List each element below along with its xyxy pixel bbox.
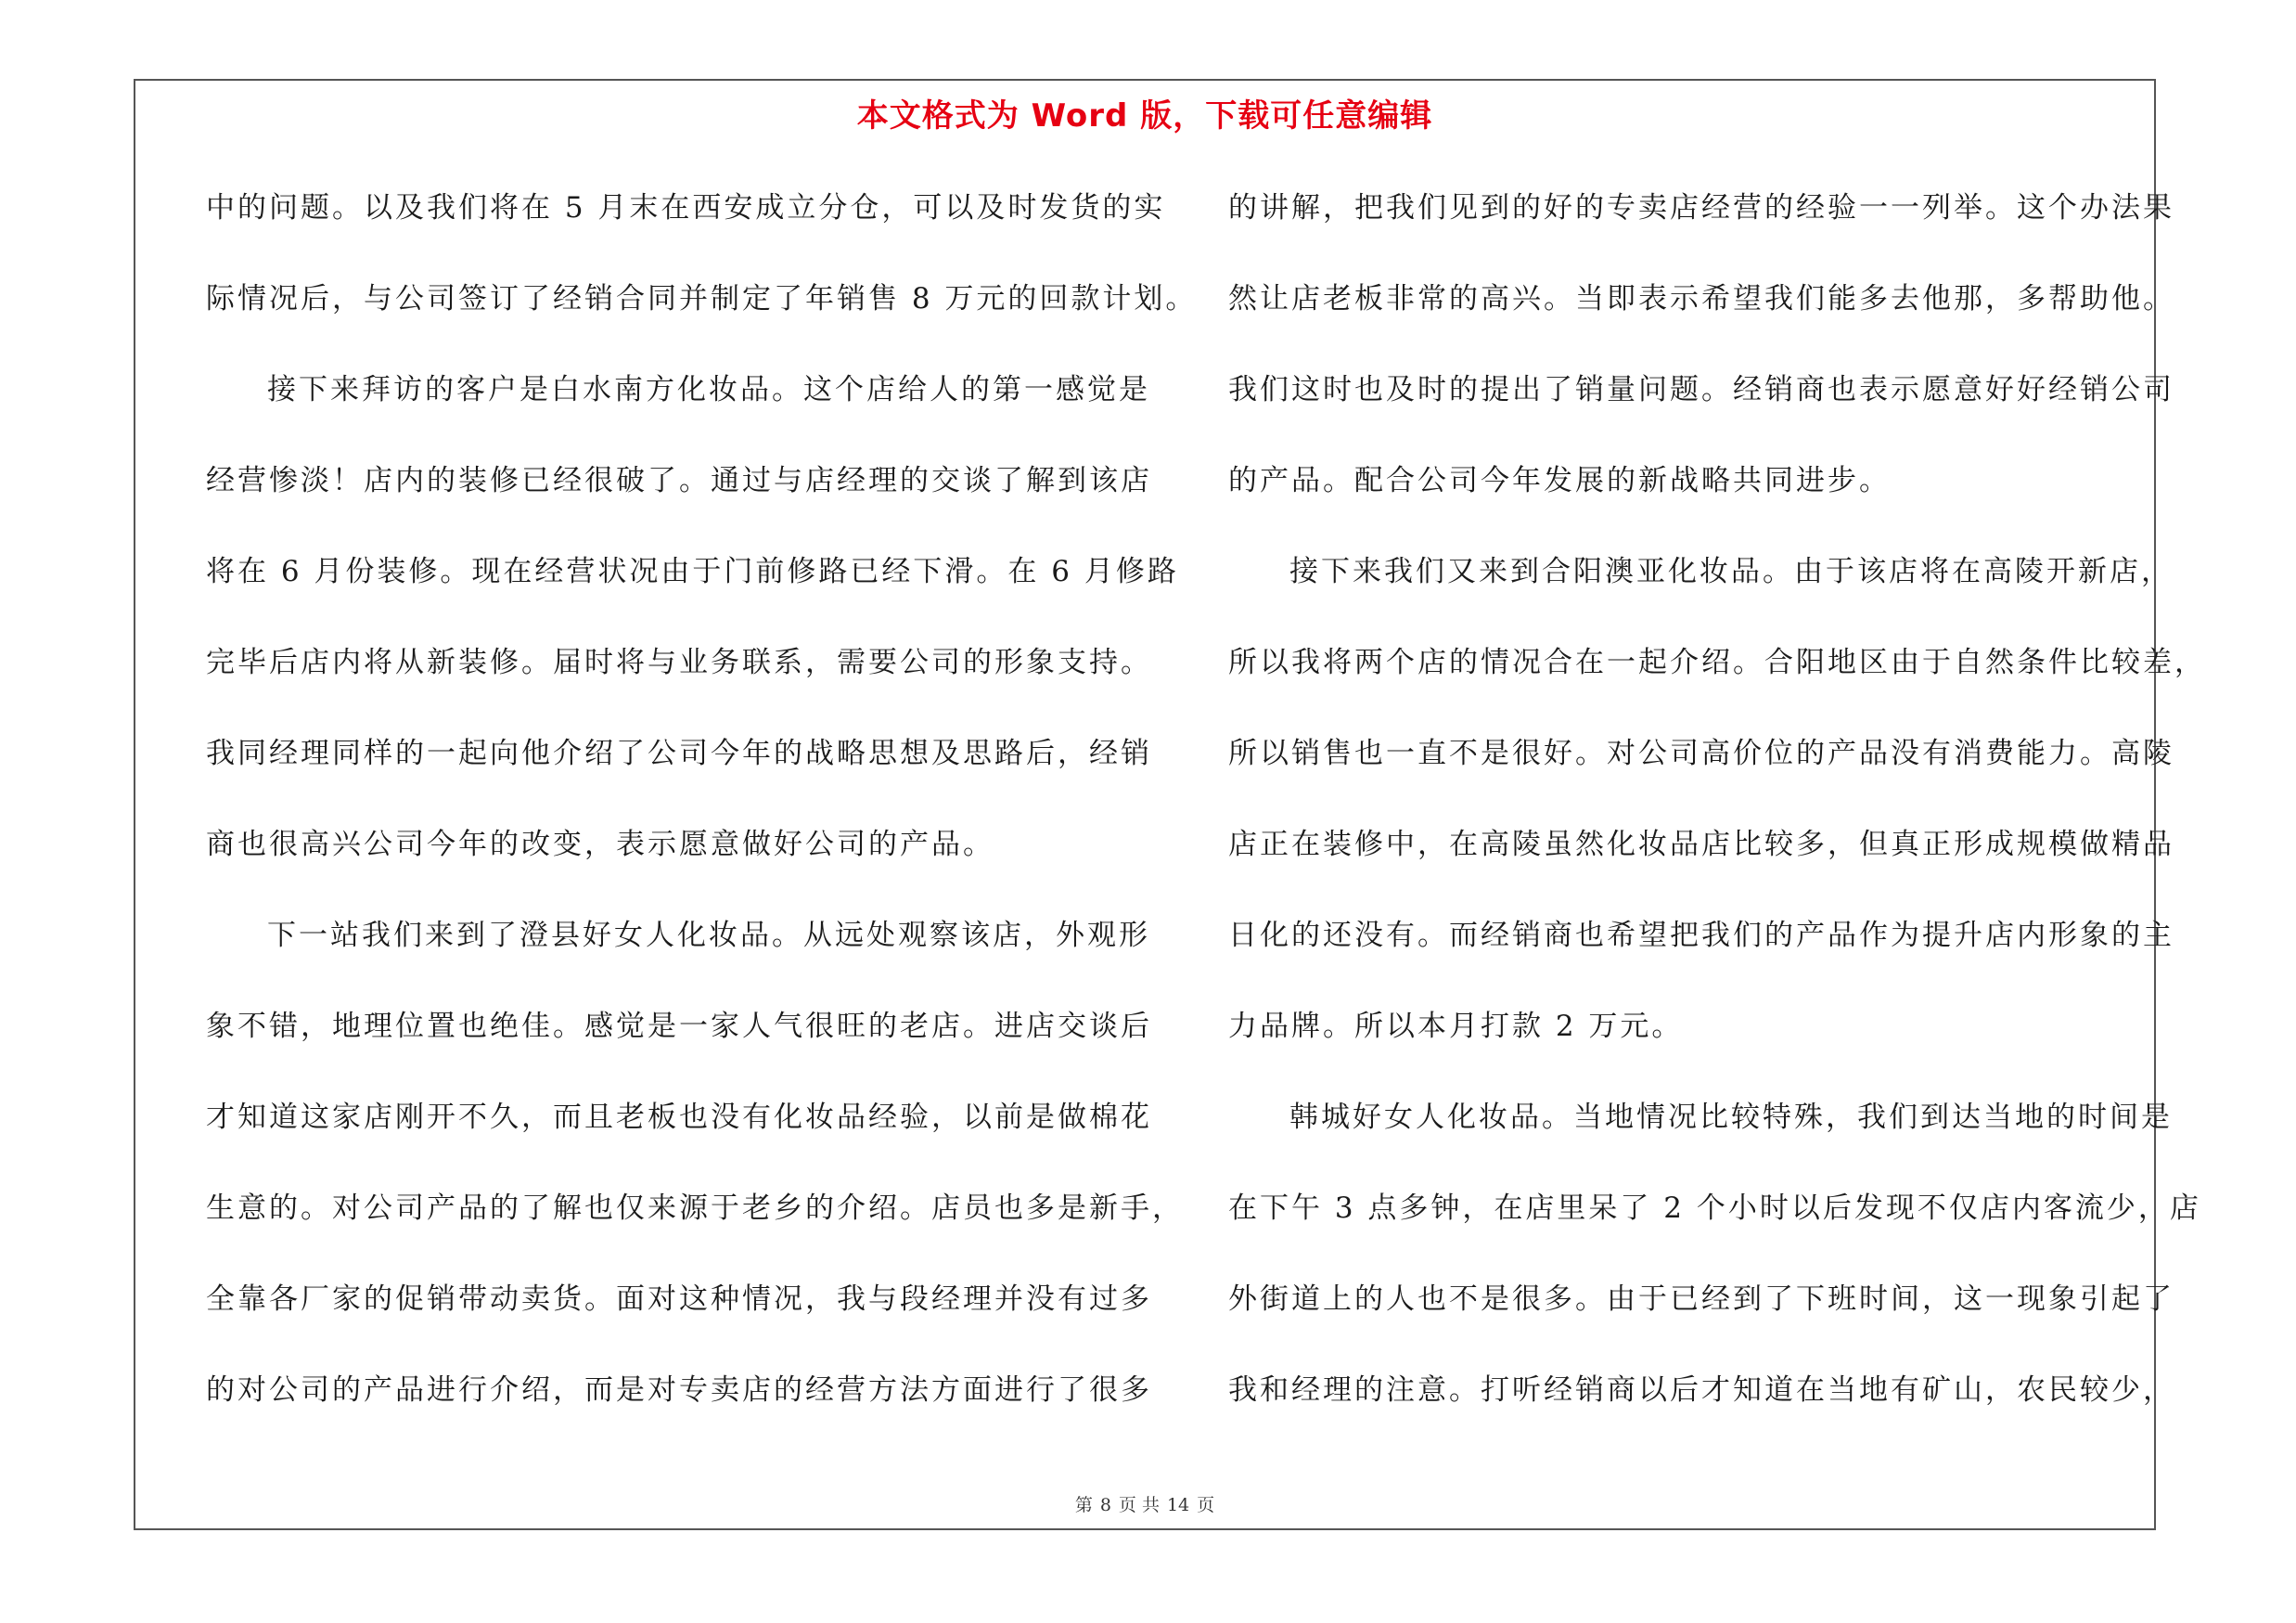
text-line: 我和经理的注意。打听经销商以后才知道在当地有矿山，农民较少， <box>1228 1373 2174 1407</box>
text-line: 象不错，地理位置也绝佳。感觉是一家人气很旺的老店。进店交谈后 <box>206 1010 1152 1043</box>
text-line: 才知道这家店刚开不久，而且老板也没有化妆品经验，以前是做棉花 <box>206 1101 1152 1134</box>
text-line: 在下午 3 点多钟，在店里呆了 2 个小时以后发现不仅店内客流少，店 <box>1228 1191 2201 1225</box>
text-line: 生意的。对公司产品的了解也仅来源于老乡的介绍。店员也多是新手， <box>206 1191 1184 1225</box>
text-line: 际情况后，与公司签订了经销合同并制定了年销售 8 万元的回款计划。 <box>206 282 1198 316</box>
footer-total-pages: 14 <box>1166 1495 1190 1515</box>
word-format-banner: 本文格式为 Word 版，下载可任意编辑 <box>856 97 1433 135</box>
footer-current-page: 8 <box>1099 1495 1111 1515</box>
text-line: 力品牌。所以本月打款 2 万元。 <box>1228 1010 1684 1043</box>
right-text-column <box>1228 180 2206 1453</box>
text-line: 外街道上的人也不是很多。由于已经到了下班时间，这一现象引起了 <box>1228 1282 2174 1316</box>
text-line: 韩城好女人化妆品。当地情况比较特殊，我们到达当地的时间是 <box>1289 1101 2173 1134</box>
text-line: 经营惨淡！店内的装修已经很破了。通过与店经理的交谈了解到该店 <box>206 464 1152 497</box>
text-line: 店正在装修中，在高陵虽然化妆品店比较多，但真正形成规模做精品 <box>1228 828 2174 861</box>
text-line: 接下来拜访的客户是白水南方化妆品。这个店给人的第一感觉是 <box>267 373 1150 406</box>
text-line: 将在 6 月份装修。现在经营状况由于门前修路已经下滑。在 6 月修路 <box>206 555 1179 588</box>
text-line: 我们这时也及时的提出了销量问题。经销商也表示愿意好好经销公司 <box>1228 373 2174 406</box>
text-line: 接下来我们又来到合阳澳亚化妆品。由于该店将在高陵开新店， <box>1289 555 2173 588</box>
footer-middle: 页 共 <box>1118 1495 1160 1515</box>
text-line: 全靠各厂家的促销带动卖货。面对这种情况，我与段经理并没有过多 <box>206 1282 1152 1316</box>
left-text-column <box>206 180 1198 1453</box>
text-line: 所以销售也一直不是很好。对公司高价位的产品没有消费能力。高陵 <box>1228 737 2174 770</box>
text-line: 的对公司的产品进行介绍，而是对专卖店的经营方法方面进行了很多 <box>206 1373 1152 1407</box>
text-line: 完毕后店内将从新装修。届时将与业务联系，需要公司的形象支持。 <box>206 646 1152 679</box>
text-line: 我同经理同样的一起向他介绍了公司今年的战略思想及思路后，经销 <box>206 737 1152 770</box>
footer-suffix: 页 <box>1197 1495 1215 1515</box>
text-line: 中的问题。以及我们将在 5 月末在西安成立分仓，可以及时发货的实 <box>206 191 1166 225</box>
text-line: 的产品。配合公司今年发展的新战略共同进步。 <box>1228 464 1891 497</box>
footer-prefix: 第 <box>1074 1495 1093 1515</box>
text-line: 的讲解，把我们见到的好的专卖店经营的经验一一列举。这个办法果 <box>1228 191 2174 225</box>
text-line: 下一站我们来到了澄县好女人化妆品。从远处观察该店，外观形 <box>267 919 1150 952</box>
text-line: 商也很高兴公司今年的改变，表示愿意做好公司的产品。 <box>206 828 994 861</box>
text-line: 然让店老板非常的高兴。当即表示希望我们能多去他那，多帮助他。 <box>1228 282 2174 316</box>
page-number-footer <box>134 1492 2156 1518</box>
text-line: 日化的还没有。而经销商也希望把我们的产品作为提升店内形象的主 <box>1228 919 2174 952</box>
text-line: 所以我将两个店的情况合在一起介绍。合阳地区由于自然条件比较差， <box>1228 646 2206 679</box>
